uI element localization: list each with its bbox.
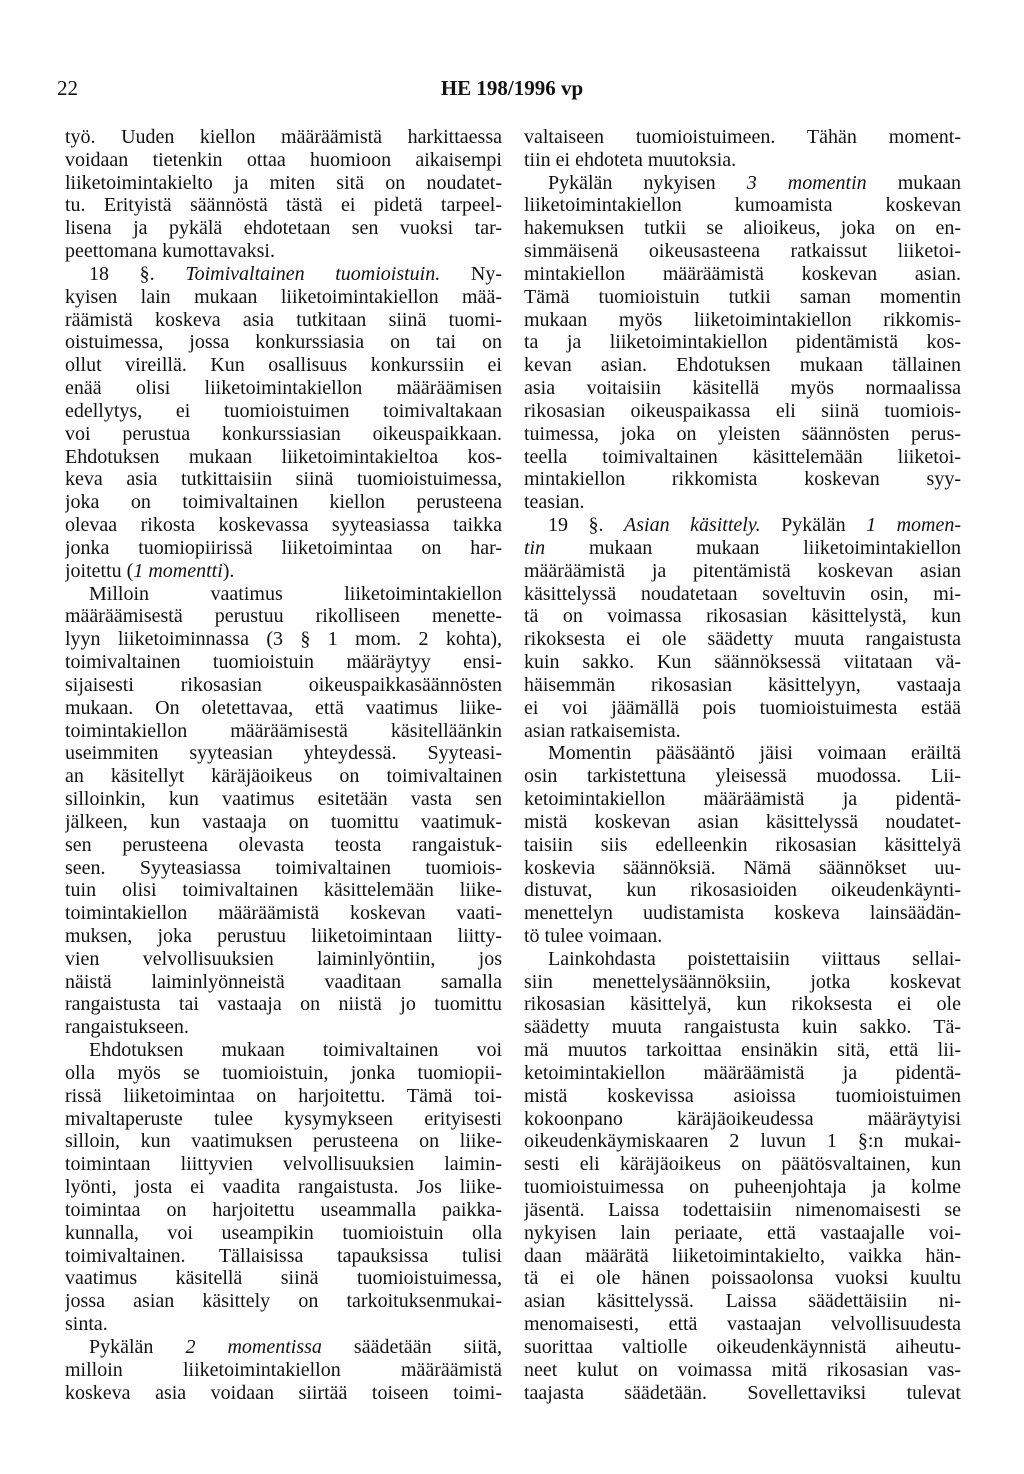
text-line: kunnalla, voi useampikin tuomioistuin olla: [65, 1221, 502, 1244]
text-line: säädetty muuta rangaistusta kuin sakko. Tä-: [524, 1016, 961, 1039]
text-line: joitettu (1 momentti).: [65, 559, 235, 582]
text-line: oikeudenkäymiskaaren 2 luvun 1 §:n mukai-: [524, 1130, 961, 1153]
text-line: rangaistukseen.: [65, 1016, 189, 1039]
text-line: oistuimessa, jossa konkurssiasia on tai on: [65, 331, 502, 354]
text-line: edellytys, ei tuomioistuimen toimivaltakaan: [65, 399, 502, 422]
text-line: mintakiellon rikkomista koskevan syy-: [524, 468, 961, 491]
text-line: asia voitaisiin käsitellä myös normaalissa: [524, 377, 961, 400]
text-line: lyyn liiketoiminnassa (3 § 1 mom. 2 kohta),: [65, 628, 502, 651]
text-line: tä ei ole hänen poissaolonsa vuoksi kuultu: [524, 1267, 961, 1290]
text-line: mistä koskevissa asioissa tuomioistuimen: [524, 1084, 961, 1107]
text-line: työ. Uuden kiellon määräämistä harkittaessa: [65, 126, 502, 148]
text-line: enää olisi liiketoimintakiellon määräämisen: [65, 377, 502, 400]
text-line: jossa asian käsittely on tarkoituksenmukai-: [65, 1290, 502, 1313]
text-line: ketoimintakiellon määräämistä ja pidentä-: [524, 1061, 961, 1084]
text-line: siin menettelysäännöksiin, jotka koskevat: [524, 970, 961, 993]
text-line: näistä laiminlyönneistä vaaditaan samalla: [65, 970, 502, 993]
text-line: jäsentä. Laissa todettaisiin nimenomaisesti se: [524, 1198, 961, 1221]
text-line: ei voi jäämällä pois tuomioistuimesta estää: [524, 696, 961, 719]
text-line: muksen, joka perustuu liiketoimintaan liitty-: [65, 924, 502, 947]
text-line: tin mukaan mukaan liiketoimintakiellon: [524, 536, 961, 559]
text-line: daan määrätä liiketoimintakielto, vaikka hän-: [524, 1244, 961, 1267]
text-line: mukaan. On oletettavaa, että vaatimus liike-: [65, 696, 502, 719]
text-line: peettomana kumottavaksi.: [65, 240, 275, 263]
text-line: Lainkohdasta poistettaisiin viittaus sellai-: [548, 947, 961, 970]
running-header: HE 198/1996 vp: [440, 76, 584, 100]
text-line: tä on voimassa rikosasian käsittelystä, kun: [524, 605, 961, 628]
text-line: milloin liiketoimintakiellon määräämistä: [65, 1358, 502, 1381]
text-line: tu. Erityistä säännöstä tästä ei pidetä tarpeel-: [65, 194, 502, 217]
text-line: tö tulee voimaan.: [524, 924, 663, 947]
text-line: silloin, kun vaatimuksen perusteena on liike-: [65, 1130, 502, 1153]
text-line: hakemuksen tutkii se alioikeus, joka on en-: [524, 217, 961, 240]
text-line: menomaisesti, että vastaajan velvollisuudesta: [524, 1313, 961, 1336]
text-line: rikoksesta ei ole säädetty muuta rangaistusta: [524, 628, 961, 651]
text-line: tiin ei ehdoteta muutoksia.: [524, 148, 737, 171]
text-line: suorittaa valtiolle oikeudenkäynnistä aiheutu-: [524, 1335, 961, 1358]
text-line: useimmiten syyteasian yhteydessä. Syyteasi-: [65, 742, 502, 765]
text-line: olevaa rikosta koskevassa syyteasiassa taikka: [65, 514, 502, 537]
text-line: määräämisestä perustuu rikolliseen menette-: [65, 605, 502, 628]
text-line: taisiin siis edelleenkin rikosasian käsittelyä: [524, 833, 961, 856]
text-line: taajasta säädetään. Sovellettaviksi tulevat: [524, 1381, 961, 1404]
text-line: ketoimintakiellon määräämistä ja pidentä-: [524, 788, 961, 811]
text-line: toimintaan liittyvien velvollisuuksien laimin-: [65, 1153, 502, 1176]
text-line: mä muutos tarkoittaa ensinäkin sitä, että lii-: [524, 1039, 961, 1062]
left-column: [65, 126, 502, 1404]
text-line: teasian.: [524, 491, 585, 514]
text-line: Milloin vaatimus liiketoimintakiellon: [89, 582, 502, 605]
text-line: rikosasian oikeuspaikassa eli siinä tuomiois-: [524, 399, 961, 422]
text-line: liiketoimintakiellon kumoamista koskevan: [524, 194, 961, 217]
text-line: 18 §. Toimivaltainen tuomioistuin. Ny-: [89, 262, 502, 285]
text-line: vaatimus käsitellä siinä tuomioistuimessa,: [65, 1267, 502, 1290]
text-line: jonka tuomiopiirissä liiketoimintaa on har-: [65, 536, 502, 559]
text-line: kokoonpano käräjäoikeudessa määräytyisi: [524, 1107, 961, 1130]
text-line: olla myös se tuomioistuin, jonka tuomiopii-: [65, 1061, 502, 1084]
text-line: sesti eli käräjäoikeus on päätösvaltainen, kun: [524, 1153, 961, 1176]
text-line: Ehdotuksen mukaan liiketoimintakieltoa kos-: [65, 445, 502, 468]
text-line: koskevia säännöksiä. Nämä säännökset uu-: [524, 856, 961, 879]
text-line: mintakiellon määräämistä koskevan asian.: [524, 262, 961, 285]
text-line: nykyisen lain periaate, että vastaajalle voi-: [524, 1221, 961, 1244]
text-line: asian käsittelyssä. Laissa säädettäisiin ni-: [524, 1290, 961, 1313]
text-line: toimintakiellon määräämisestä käsitelläänkin: [65, 719, 502, 742]
text-line: seen. Syyteasiassa toimivaltainen tuomiois-: [65, 856, 502, 879]
text-line: tuimessa, joka on yleisten säännösten perus-: [524, 422, 961, 445]
text-line: Pykälän nykyisen 3 momentin mukaan: [548, 171, 961, 194]
text-line: teella toimivaltainen käsittelemään liiketoi-: [524, 445, 961, 468]
text-line: jälkeen, kun vastaaja on tuomittu vaatimuk-: [65, 810, 502, 833]
text-line: Pykälän 2 momentissa säädetään siitä,: [89, 1335, 502, 1358]
text-line: rikosasian käsittelyä, kun rikoksesta ei ole: [524, 993, 961, 1016]
text-line: toimivaltainen tuomioistuin määräytyy ensi-: [65, 651, 502, 674]
text-line: neet kulut on voimassa mitä rikosasian vas-: [524, 1358, 961, 1381]
text-line: tuin olisi toimivaltainen käsittelemään liike-: [65, 879, 502, 902]
text-line: an käsitellyt käräjäoikeus on toimivaltainen: [65, 765, 502, 788]
text-line: osin tarkistettuna yleisessä muodossa. Lii-: [524, 765, 961, 788]
text-line: valtaiseen tuomioistuimeen. Tähän moment-: [524, 126, 961, 148]
text-line: toimintakiellon määräämistä koskevan vaati-: [65, 902, 502, 925]
text-line: sinta.: [65, 1313, 108, 1336]
page-number: 22: [57, 76, 78, 100]
text-line: toimivaltainen. Tällaisissa tapauksissa tulisi: [65, 1244, 502, 1267]
text-line: lisena ja pykälä ehdotetaan sen vuoksi tar-: [65, 217, 502, 240]
text-line: rissä liiketoimintaa on harjoitettu. Tämä toi-: [65, 1084, 502, 1107]
text-line: ollut vireillä. Kun osallisuus konkurssiin ei: [65, 354, 502, 377]
text-line: joka on toimivaltainen kiellon perusteena: [65, 491, 502, 514]
right-column: [524, 126, 961, 1404]
text-line: Tämä tuomioistuin tutkii saman momentin: [524, 285, 961, 308]
text-line: liiketoimintakielto ja miten sitä on noudatet-: [65, 171, 502, 194]
text-line: käsittelyssä noudatetaan soveltuvin osin, mi-: [524, 582, 961, 605]
text-line: koskeva asia voidaan siirtää toiseen toimi-: [65, 1381, 502, 1404]
text-line: mistä koskevan asian käsittelyssä noudatet-: [524, 810, 961, 833]
text-line: kuin sakko. Kun säännöksessä viitataan vä-: [524, 651, 961, 674]
text-line: voi perustua konkurssiasian oikeuspaikkaan.: [65, 422, 502, 445]
text-line: voidaan tietenkin ottaa huomioon aikaisempi: [65, 148, 502, 171]
text-line: mivaltaperuste tulee kysymykseen erityisesti: [65, 1107, 502, 1130]
text-line: lyönti, josta ei vaadita rangaistusta. Jos liike-: [65, 1176, 502, 1199]
text-line: määräämistä ja pitentämistä koskevan asian: [524, 559, 961, 582]
text-line: häisemmän rikosasian käsittelyyn, vastaaja: [524, 673, 961, 696]
text-line: Momentin pääsääntö jäisi voimaan eräiltä: [548, 742, 961, 765]
text-line: keva asia tutkittaisiin siinä tuomioistuimessa,: [65, 468, 502, 491]
text-line: Ehdotuksen mukaan toimivaltainen voi: [89, 1039, 502, 1062]
text-line: kyisen lain mukaan liiketoimintakiellon mää-: [65, 285, 502, 308]
text-line: tuomioistuimessa on puheenjohtaja ja kolme: [524, 1176, 961, 1199]
text-line: sijaisesti rikosasian oikeuspaikkasäännösten: [65, 673, 502, 696]
text-line: sen perusteena olevasta teosta rangaistuk-: [65, 833, 502, 856]
text-line: mukaan myös liiketoimintakiellon rikkomis-: [524, 308, 961, 331]
text-line: 19 §. Asian käsittely. Pykälän 1 momen-: [548, 514, 961, 537]
text-line: räämistä koskeva asia tutkitaan siinä tuomi-: [65, 308, 502, 331]
text-line: asian ratkaisemista.: [524, 719, 681, 742]
text-line: simmäisenä oikeusasteena ratkaissut liiketoi-: [524, 240, 961, 263]
text-line: distuvat, kun rikosasioiden oikeudenkäynti-: [524, 879, 961, 902]
text-line: rangaistusta tai vastaaja on niistä jo tuomittu: [65, 993, 502, 1016]
text-line: toimintaa on harjoitettu useammalla paikka-: [65, 1198, 502, 1221]
text-line: menettelyn uudistamista koskeva lainsäädän-: [524, 902, 961, 925]
text-line: silloinkin, kun vaatimus esitetään vasta sen: [65, 788, 502, 811]
text-line: vien velvollisuuksien laiminlyöntiin, jos: [65, 947, 502, 970]
text-line: kevan asian. Ehdotuksen mukaan tällainen: [524, 354, 961, 377]
text-line: ta ja liiketoimintakiellon pidentämistä kos-: [524, 331, 961, 354]
